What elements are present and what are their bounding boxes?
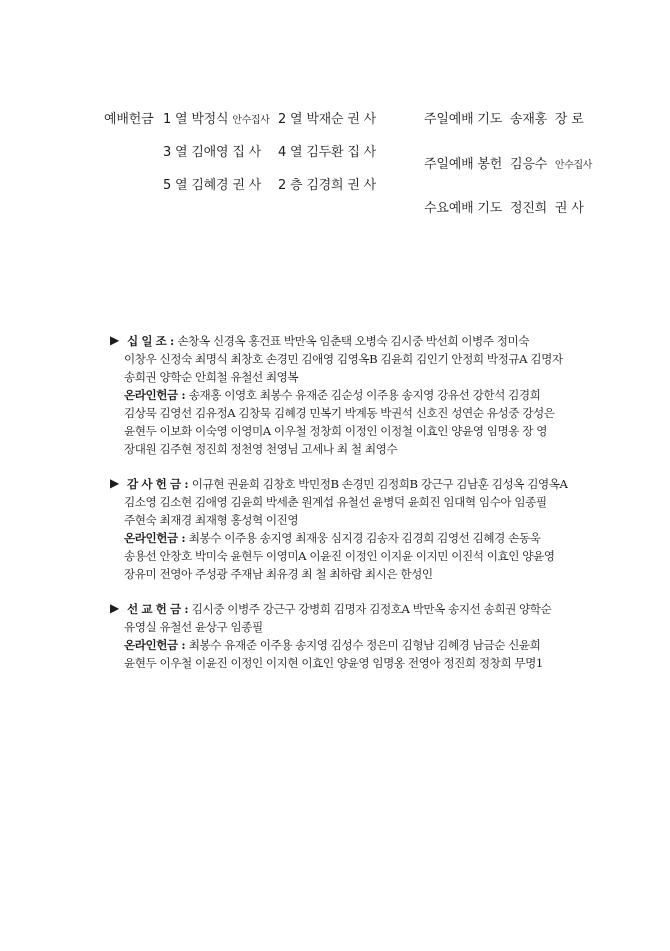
label-colon: :: [166, 334, 178, 348]
section-label: 십 일 조: [127, 334, 167, 348]
label-colon: :: [177, 638, 189, 652]
row-position: 4 열: [278, 145, 303, 160]
section-label: 감 사 헌 금: [127, 477, 181, 491]
offering-row: [278, 108, 376, 127]
row-position: 5 열: [163, 178, 188, 193]
name-line: 김소영 김소현 김애영 김윤희 박세춘 원계섭 유철선 윤병덕 윤희진 임대혁 임수아 임종필: [124, 495, 547, 509]
duty-name: 정진희: [509, 201, 548, 216]
row-position: 2 층: [278, 178, 303, 193]
row-position: 3 열: [163, 145, 188, 160]
duty-row: [424, 197, 584, 216]
offering-row: [163, 174, 261, 193]
row-title: 안수집사: [232, 115, 270, 126]
name-line: 이창우 신정숙 최명식 최창호 손경민 김애영 김영옥B 김윤희 김인기 안정희 박정규A 김명자: [124, 352, 563, 366]
row-title: 집 사: [347, 145, 376, 160]
triangle-bullet-icon: ▶: [110, 333, 120, 347]
name-line: 송희권 양학순 안희철 유철선 최영복: [124, 370, 299, 384]
online-line: [124, 637, 540, 653]
row-name: 박재순: [306, 112, 344, 127]
online-label: 온라인헌금: [124, 531, 178, 545]
offering-row: [278, 141, 376, 160]
label-colon: :: [180, 602, 192, 616]
duty-title: 장 로: [554, 112, 584, 127]
row-title: 집 사: [232, 145, 261, 160]
row-name: 김경희: [306, 178, 344, 193]
duty-title: 권 사: [554, 201, 584, 216]
name-line: 손창옥 신경옥 홍건표 박만옥 임춘택 오병숙 김시중 박선희 이병주 정미숙: [177, 334, 530, 348]
row-name: 김두환: [306, 145, 344, 160]
name-line: 김시중 이병주 강근구 강병희 김명자 김정호A 박만옥 송지선 송희권 양학순: [191, 602, 552, 616]
name-line: 주현숙 최재경 최재형 홍성혁 이진영: [124, 513, 299, 527]
row-name: 김애영: [191, 145, 229, 160]
name-line: 송재홍 이영호 최봉수 유재준 김순성 이주용 송지영 강유선 강한석 김경희: [188, 388, 541, 402]
row-name: 박정식: [191, 112, 229, 127]
label-colon: :: [177, 388, 189, 402]
name-line: 유영실 유철선 윤상구 임종필: [124, 620, 263, 634]
online-label: 온라인헌금: [124, 388, 178, 402]
section-tithe: [127, 333, 529, 349]
duty-role: 수요예배 기도: [424, 201, 503, 216]
triangle-bullet-icon: ▶: [110, 476, 120, 490]
online-label: 온라인헌금: [124, 638, 178, 652]
row-title: 권 사: [232, 178, 261, 193]
row-title: 권 사: [347, 178, 376, 193]
row-title: 권 사: [347, 112, 376, 127]
offering-label: 예배헌금: [104, 112, 154, 127]
section-missions: [127, 601, 551, 617]
offering-row: [163, 141, 261, 160]
name-line: 이규현 권윤희 김창호 박민정B 손경민 김정희B 강근구 김남훈 김성옥 김영옥A: [191, 477, 568, 491]
duty-role: 주일예배 봉헌: [424, 157, 503, 172]
name-line: 장유미 전영아 주성광 주재남 최유경 최 철 최하람 최시은 한성인: [124, 567, 433, 581]
duty-title: 안수집사: [554, 160, 592, 171]
online-line: [124, 387, 540, 403]
offering-row: [278, 174, 376, 193]
name-line: 최봉수 유재준 이주용 송지영 김성수 정은미 김형남 김혜경 남금순 신윤희: [188, 638, 541, 652]
name-line: 송용선 안창호 박미숙 윤현두 이영미A 이윤진 이정인 이지윤 이지민 이진석 이효인 양윤영: [124, 549, 555, 563]
triangle-bullet-icon: ▶: [110, 601, 120, 615]
offering-row: [163, 108, 269, 127]
row-position: 1 열: [163, 112, 188, 127]
duty-row: [424, 153, 592, 172]
duty-name: 김응수: [509, 157, 548, 172]
section-label: 선 교 헌 금: [127, 602, 181, 616]
row-position: 2 열: [278, 112, 303, 127]
duty-row: [424, 108, 584, 127]
name-line: 윤현두 이우철 이윤진 이정인 이지현 이효인 양윤영 임명옹 전영아 정진희 정창희 무명1: [124, 656, 543, 670]
row-name: 김혜경: [191, 178, 229, 193]
online-line: [124, 530, 540, 546]
name-line: 김상묵 김영선 김유정A 김창묵 김혜경 민복기 박계동 박권석 신호진 성연순 유성중 강성은: [124, 406, 555, 420]
duty-role: 주일예배 기도: [424, 112, 503, 127]
name-line: 최봉수 이주용 송지영 최재웅 심지경 김송자 김경희 김영선 김혜경 손동욱: [188, 531, 541, 545]
duty-name: 송재홍: [509, 112, 548, 127]
section-thanksgiving: [127, 476, 567, 492]
label-colon: :: [180, 477, 192, 491]
label-colon: :: [177, 531, 189, 545]
name-line: 윤현두 이보화 이숙영 이영미A 이우철 정창희 이정인 이정철 이효인 양윤영 임명옹 장 영: [124, 424, 547, 438]
name-line: 장대원 김주현 정진희 정천영 천영님 고세나 최 철 최영수: [124, 442, 398, 456]
